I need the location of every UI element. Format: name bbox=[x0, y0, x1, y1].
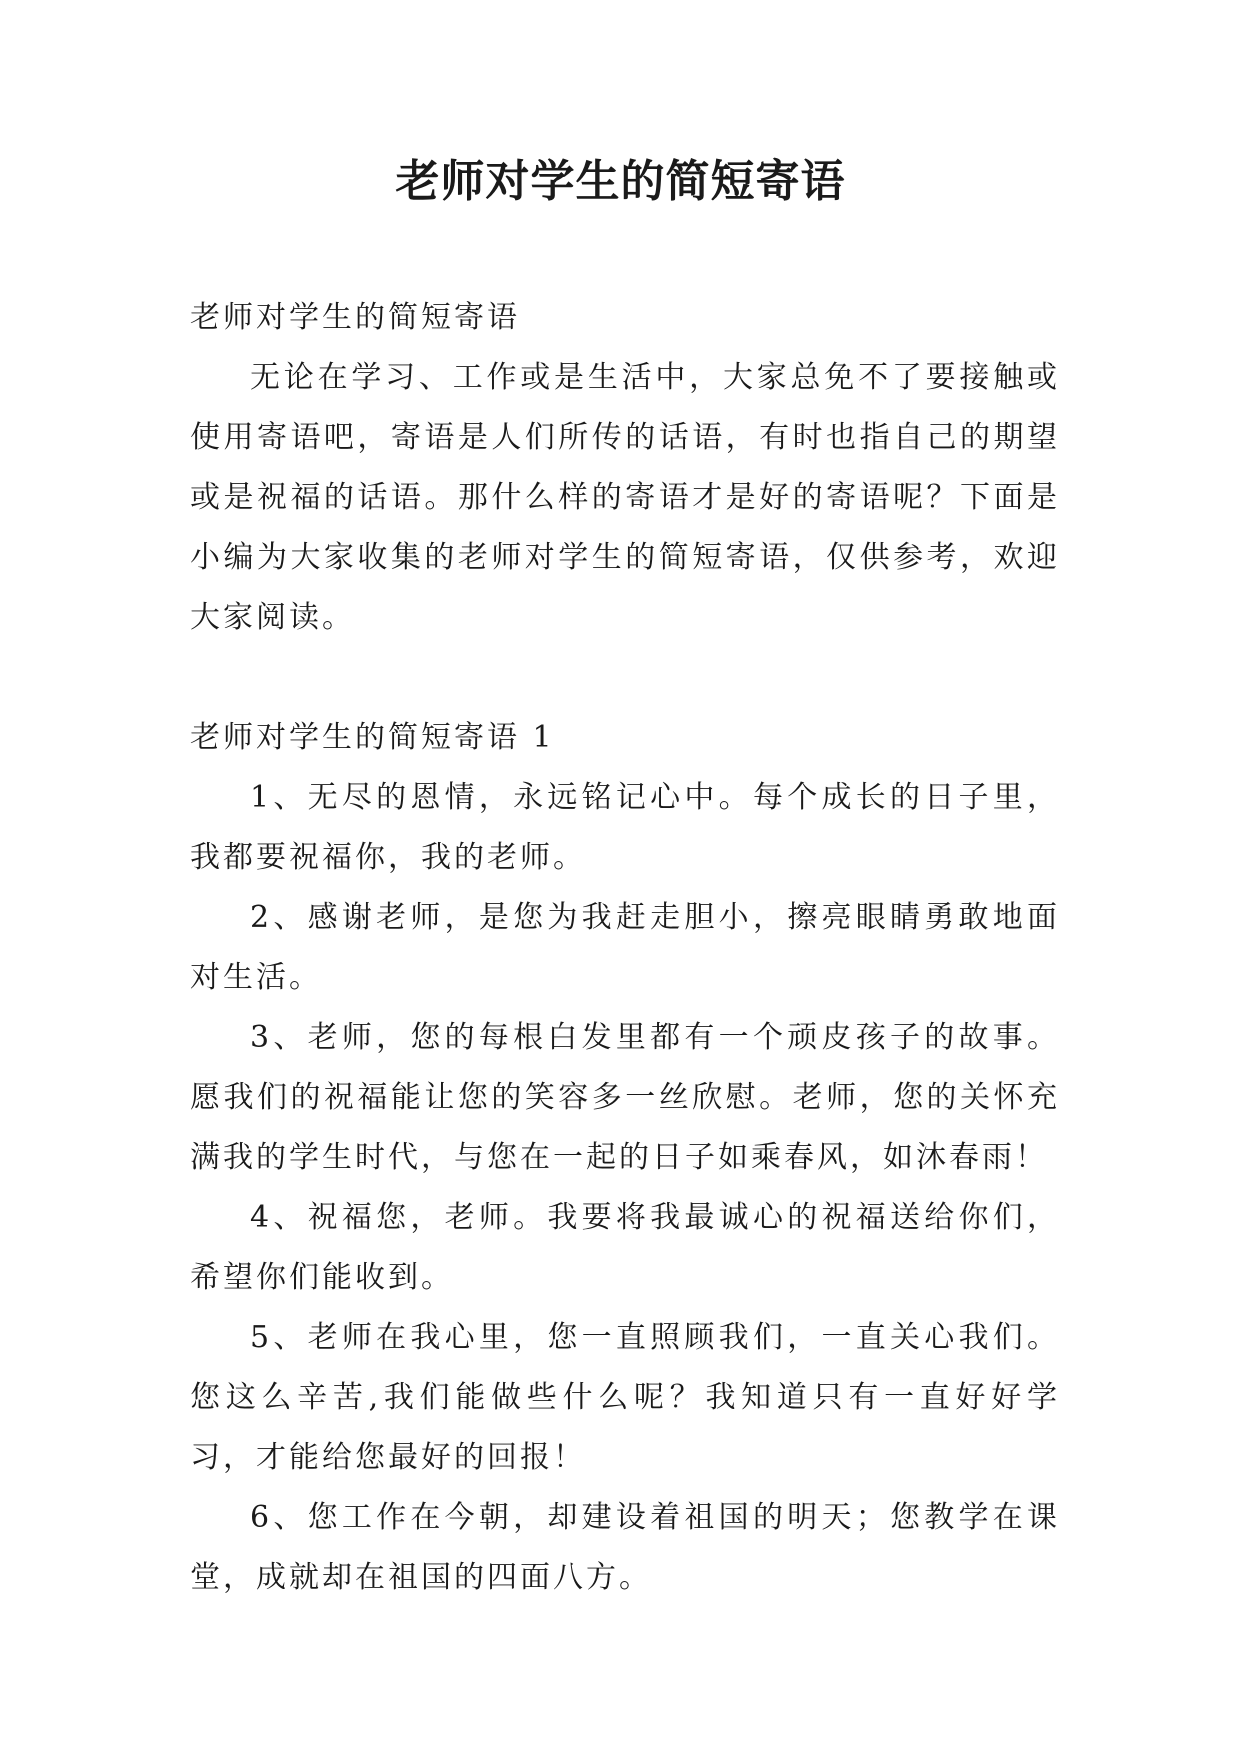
list-item: 6、您工作在今朝，却建设着祖国的明天；您教学在课堂，成就却在祖国的四面八方。 bbox=[190, 1500, 1060, 1595]
section-spacer bbox=[190, 648, 1060, 708]
document-title: 老师对学生的简短寄语 bbox=[395, 156, 846, 207]
list-item: 5、老师在我心里，您一直照顾我们，一直关心我们。您这么辛苦,我们能做些什么呢？我知道只有一直好好学习，才能给您最好的回报！ bbox=[190, 1320, 1060, 1475]
list-item: 2、感谢老师，是您为我赶走胆小，擦亮眼睛勇敢地面对生活。 bbox=[190, 900, 1060, 995]
intro-paragraph: 无论在学习、工作或是生活中，大家总免不了要接触或使用寄语吧，寄语是人们所传的话语，有时也指自己的期望或是祝福的话语。那什么样的寄语才是好的寄语呢？下面是小编为大家收集的老师对学生的简短寄语，仅供参考，欢迎大家阅读。 bbox=[190, 360, 1060, 635]
section-heading: 老师对学生的简短寄语 1 bbox=[190, 720, 555, 755]
subtitle: 老师对学生的简短寄语 bbox=[190, 300, 520, 335]
list-item: 3、老师，您的每根白发里都有一个顽皮孩子的故事。愿我们的祝福能让您的笑容多一丝欣慰。老师，您的关怀充满我的学生时代，与您在一起的日子如乘春风，如沐春雨！ bbox=[190, 1020, 1060, 1175]
list-item: 1、无尽的恩情，永远铭记心中。每个成长的日子里，我都要祝福你，我的老师。 bbox=[190, 780, 1060, 875]
document-body bbox=[190, 288, 1060, 1608]
list-item: 4、祝福您，老师。我要将我最诚心的祝福送给你们，希望你们能收到。 bbox=[190, 1200, 1060, 1295]
